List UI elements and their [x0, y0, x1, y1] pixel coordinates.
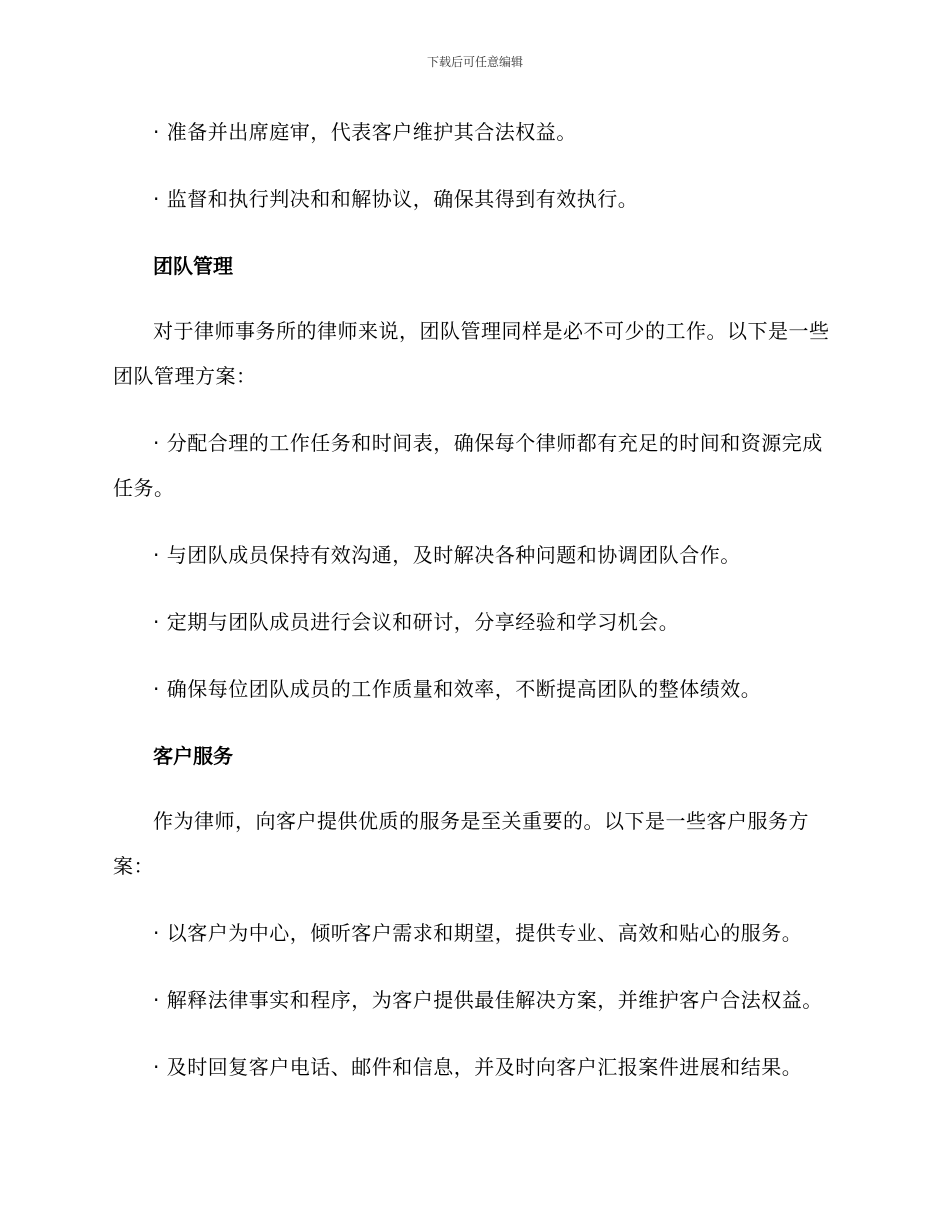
- document-body: [113, 110, 833, 1112]
- paragraph-team-performance: · 确保每位团队成员的工作质量和效率，不断提高团队的整体绩效。: [153, 677, 762, 701]
- paragraph-team-intro: 对于律师事务所的律师来说，团队管理同样是必不可少的工作。以下是一些团队管理方案：: [113, 319, 830, 388]
- section-heading-client-service: 客户服务: [153, 744, 233, 768]
- page-header: 下载后可任意编辑: [426, 55, 523, 69]
- paragraph-client-centered: · 以客户为中心，倾听客户需求和期望，提供专业、高效和贴心的服务。: [153, 921, 803, 945]
- paragraph-team-communication: · 与团队成员保持有效沟通，及时解决各种问题和协调团队合作。: [153, 543, 741, 567]
- paragraph-legal-explanation: · 解释法律事实和程序，为客户提供最佳解决方案，并维护客户合法权益。: [153, 988, 823, 1012]
- paragraph-client-intro: 作为律师，向客户提供优质的服务是至关重要的。以下是一些客户服务方案：: [113, 809, 809, 878]
- paragraph-judgment-enforcement: · 监督和执行判决和和解协议，确保其得到有效执行。: [153, 187, 639, 211]
- paragraph-timely-response: · 及时回复客户电话、邮件和信息，并及时向客户汇报案件进展和结果。: [153, 1055, 803, 1079]
- paragraph-task-allocation: · 分配合理的工作任务和时间表，确保每个律师都有充足的时间和资源完成任务。: [113, 431, 823, 500]
- section-heading-team-management: 团队管理: [153, 254, 233, 278]
- paragraph-court-hearing: · 准备并出席庭审，代表客户维护其合法权益。: [153, 120, 577, 144]
- paragraph-team-meetings: · 定期与团队成员进行会议和研讨，分享经验和学习机会。: [153, 610, 680, 634]
